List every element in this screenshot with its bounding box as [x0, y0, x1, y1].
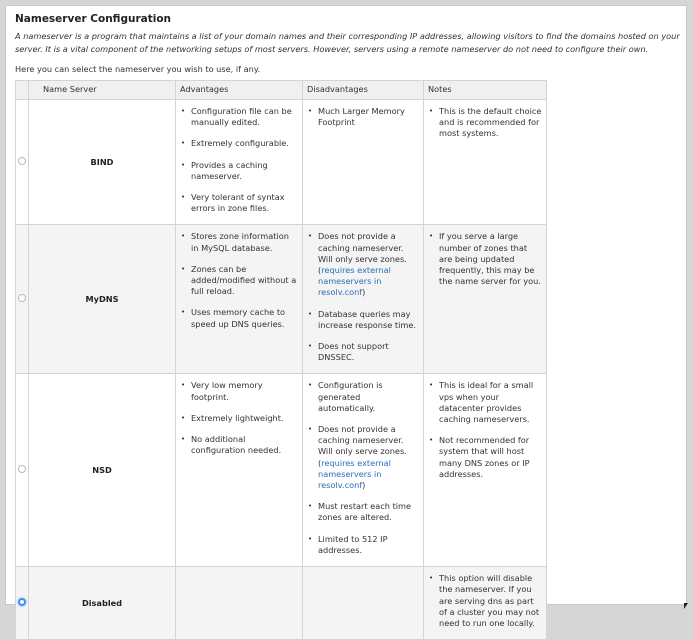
radio-cell — [16, 374, 29, 567]
list-item-text: Does not provide a caching nameserver. Will only serve zones. — [318, 424, 407, 457]
advantages-cell — [176, 374, 303, 567]
list-item-text: Configuration file can be manually edited. — [191, 106, 292, 128]
list-item — [191, 380, 298, 402]
radio-nsd[interactable] — [18, 465, 26, 473]
list-item — [191, 434, 298, 456]
list-item-text: This option will disable the nameserver. If you are serving dns as part of a cluster you may not need to run one locally. — [439, 573, 540, 628]
list-item-text: Must restart each time zones are altered. — [318, 501, 412, 523]
disadvantages-list — [303, 380, 423, 556]
list-item-text: Configuration is generated automatically. — [318, 380, 383, 413]
list-item-text: Does not provide a caching nameserver. Will only serve zones. — [318, 231, 407, 264]
table-row-mydns[interactable] — [16, 225, 547, 374]
name-server-label: MyDNS — [29, 225, 176, 374]
header-radio — [16, 81, 29, 100]
list-item — [191, 231, 298, 253]
list-item — [439, 435, 542, 480]
radio-cell — [16, 225, 29, 374]
list-item-text: Stores zone information in MySQL database. — [191, 231, 289, 253]
list-item — [191, 264, 298, 298]
page-title: Nameserver Configuration — [15, 13, 172, 25]
disadvantages-list — [303, 231, 423, 363]
advantages-list — [176, 231, 302, 329]
notes-cell — [424, 100, 547, 225]
list-item — [439, 573, 542, 629]
nameserver-table — [15, 80, 547, 640]
notes-list — [424, 573, 546, 629]
notes-list — [424, 106, 546, 140]
name-server-label: BIND — [29, 100, 176, 225]
header-disadvantages: Disadvantages — [303, 81, 424, 100]
list-item-text: No additional configuration needed. — [191, 434, 282, 456]
nameserver-panel — [5, 5, 687, 628]
header-notes: Notes — [424, 81, 547, 100]
notes-list — [424, 380, 546, 480]
list-item-text: Uses memory cache to speed up DNS queries. — [191, 307, 286, 329]
header-name-server: Name Server — [29, 81, 176, 100]
list-item — [191, 138, 298, 149]
list-item-text: Limited to 512 IP addresses. — [318, 533, 388, 555]
description: A nameserver is a program that maintains a list of your domain names and their corresponding IP addresses, allowing visitors to find the domains hosted on your server. It is a vital component of the networking setups of most servers. However, servers using a remote nameserver do not need to configure their own. — [15, 31, 680, 54]
notes-cell — [424, 225, 547, 374]
list-item-text: Database queries may increase response time. — [318, 308, 417, 330]
advantages-list — [176, 106, 302, 214]
list-item-text: Very tolerant of syntax errors in zone files. — [191, 192, 285, 214]
table-header — [16, 81, 547, 100]
list-item-text: Very low memory footprint. — [191, 380, 263, 402]
mouse-cursor — [684, 603, 688, 609]
notes-cell — [424, 374, 547, 567]
list-item-text: This is the default choice and is recommended for most systems. — [439, 106, 542, 139]
table-row-nsd[interactable] — [16, 374, 547, 567]
list-item — [191, 413, 298, 424]
list-item — [439, 106, 542, 140]
table-row-bind[interactable] — [16, 100, 547, 225]
advantages-list — [176, 380, 302, 456]
list-item-text: Zones can be added/modified without a full reload. — [191, 263, 297, 297]
disadvantages-cell — [303, 225, 424, 374]
radio-cell — [16, 100, 29, 225]
list-item — [439, 380, 542, 425]
list-item — [191, 160, 298, 182]
disadvantages-list — [303, 106, 423, 128]
radio-disabled[interactable] — [18, 598, 26, 606]
list-item — [318, 106, 419, 128]
list-item — [191, 106, 298, 128]
list-item — [318, 309, 419, 331]
list-item-text: If you serve a large number of zones that are being updated frequently, this may be the name server for you. — [439, 231, 541, 287]
resolv-conf-link[interactable]: requires external nameservers in resolv.conf — [318, 457, 391, 491]
advantages-cell — [176, 567, 303, 640]
advantages-cell — [176, 225, 303, 374]
table-row-disabled[interactable] — [16, 567, 547, 640]
intro-text: Here you can select the nameserver you wish to use, if any. — [15, 64, 261, 74]
disadvantages-cell — [303, 374, 424, 567]
name-server-label: NSD — [29, 374, 176, 567]
list-item — [191, 307, 298, 329]
list-item — [318, 341, 419, 363]
resolv-conf-link[interactable]: requires external nameservers in resolv.conf — [318, 265, 391, 298]
advantages-cell — [176, 100, 303, 225]
notes-list — [424, 231, 546, 287]
list-item-text: Extremely lightweight. — [191, 412, 284, 423]
list-item-text: Provides a caching nameserver. — [191, 159, 268, 181]
list-item: • Does not provide a caching nameserver. Will only serve zones. (requires external nameservers in resolv.conf) — [318, 231, 419, 298]
header-advantages: Advantages — [176, 81, 303, 100]
list-item-text: This is ideal for a small vps when your datacenter provides caching nameservers. — [439, 380, 534, 425]
disadvantages-cell — [303, 100, 424, 225]
list-item — [318, 534, 419, 556]
list-item — [318, 501, 419, 523]
radio-cell — [16, 567, 29, 640]
name-server-label: Disabled — [29, 567, 176, 640]
list-item: • Does not provide a caching nameserver. Will only serve zones. (requires external nameservers in resolv.conf) — [318, 424, 419, 491]
list-item-text: Extremely configurable. — [191, 138, 289, 149]
disadvantages-cell — [303, 567, 424, 640]
list-item-text: Much Larger Memory Footprint — [318, 106, 405, 128]
list-item — [439, 231, 542, 287]
list-item-text: Not recommended for system that will host many DNS zones or IP addresses. — [439, 435, 530, 479]
list-item — [318, 380, 419, 414]
radio-bind[interactable] — [18, 157, 26, 165]
radio-mydns[interactable] — [18, 294, 26, 302]
list-item-text: Does not support DNSSEC. — [318, 341, 389, 363]
notes-cell — [424, 567, 547, 640]
list-item — [191, 192, 298, 214]
